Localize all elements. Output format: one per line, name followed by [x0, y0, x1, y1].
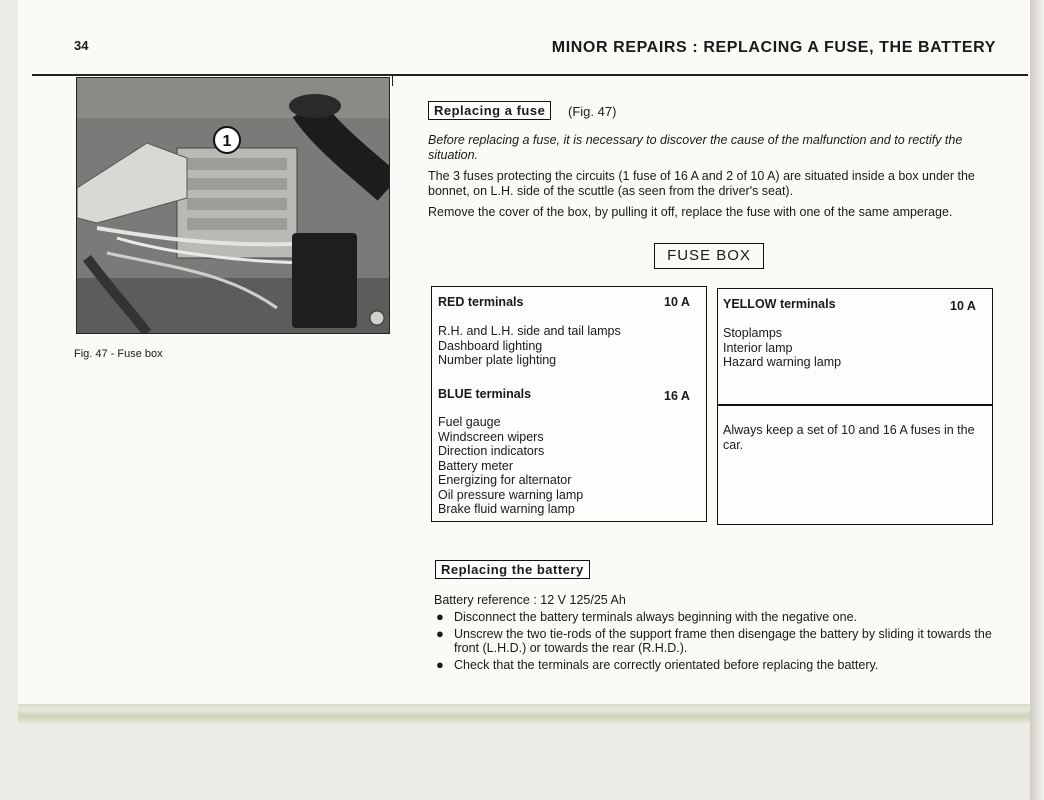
yellow-terminals-amps: 10 A	[950, 299, 976, 313]
blue-terminals-amps: 16 A	[664, 389, 690, 403]
page-edge	[18, 704, 1044, 724]
figure-caption: Fig. 47 - Fuse box	[74, 348, 163, 360]
column-divider	[392, 76, 393, 86]
header-rule	[32, 74, 1028, 76]
page-title: MINOR REPAIRS : REPLACING A FUSE, THE BATTERY	[551, 39, 996, 56]
bullet-icon: ●	[436, 657, 444, 672]
list-item: Fuel gauge	[438, 415, 501, 429]
list-item: Battery meter	[438, 458, 514, 473]
list-item	[434, 627, 1004, 655]
yellow-terminals-list	[723, 326, 841, 370]
list-item: Energizing for alternator	[438, 473, 572, 487]
yellow-terminals-label: YELLOW terminals	[723, 297, 836, 311]
red-terminals-amps: 10 A	[664, 295, 690, 309]
blue-terminals-label: BLUE terminals	[438, 387, 532, 401]
fuse-panel-right	[717, 288, 993, 525]
callout-number: 1	[222, 133, 232, 150]
fuse-box-title: FUSE BOX	[654, 243, 764, 269]
battery-reference: Battery reference : 12 V 125/25 Ah	[434, 593, 626, 607]
list-item	[434, 610, 1004, 624]
fuse-panel-left	[431, 286, 707, 522]
blue-terminals-list	[438, 415, 583, 517]
fuse-location-paragraph: The 3 fuses protecting the circuits (1 fuse of 16 A and 2 of 10 A) are situated inside a box under the bonnet, on L.H. side of the scuttle (as seen from the driver's seat).	[428, 169, 975, 198]
list-item: Oil pressure warning lamp	[438, 487, 584, 502]
red-terminals-label: RED terminals	[438, 295, 524, 309]
list-item: Stoplamps	[723, 326, 783, 340]
step-text: Check that the terminals are correctly orientated before replacing the battery.	[454, 658, 879, 672]
fuse-replace-paragraph: Remove the cover of the box, by pulling it off, replace the fuse with one of the same amperage.	[428, 205, 953, 219]
spare-fuse-note: Always keep a set of 10 and 16 A fuses in the car.	[723, 423, 975, 452]
list-item: Hazard warning lamp	[723, 355, 842, 369]
panel-divider	[718, 404, 992, 406]
step-text: Unscrew the two tie-rods of the support frame then disengage the battery by sliding it towards the front (L.H.D.) or towards the rear (R.H.D.).	[454, 627, 992, 655]
list-item: Direction indicators	[438, 444, 545, 458]
page-number: 34	[74, 38, 89, 53]
list-item: Number plate lighting	[438, 353, 557, 367]
list-item	[434, 658, 1004, 672]
fuse-box-illustration	[77, 78, 389, 333]
list-item: Interior lamp	[723, 340, 793, 355]
step-text: Disconnect the battery terminals always beginning with the negative one.	[454, 610, 858, 624]
section-label-fuse: Replacing a fuse	[428, 101, 551, 120]
figure-reference: (Fig. 47)	[568, 104, 617, 119]
section-label-battery: Replacing the battery	[435, 560, 590, 579]
intro-paragraph: Before replacing a fuse, it is necessary to discover the cause of the malfunction and to rectify the situation.	[428, 133, 963, 162]
bullet-icon: ●	[436, 609, 444, 624]
list-item: Dashboard lighting	[438, 338, 543, 353]
bullet-icon: ●	[436, 626, 444, 641]
list-item: R.H. and L.H. side and tail lamps	[438, 324, 621, 338]
binding-edge	[1030, 0, 1044, 800]
fuse-box-photo	[76, 77, 390, 334]
list-item: Windscreen wipers	[438, 429, 544, 444]
battery-steps	[434, 610, 1004, 675]
list-item: Brake fluid warning lamp	[438, 502, 575, 516]
red-terminals-list	[438, 324, 621, 368]
